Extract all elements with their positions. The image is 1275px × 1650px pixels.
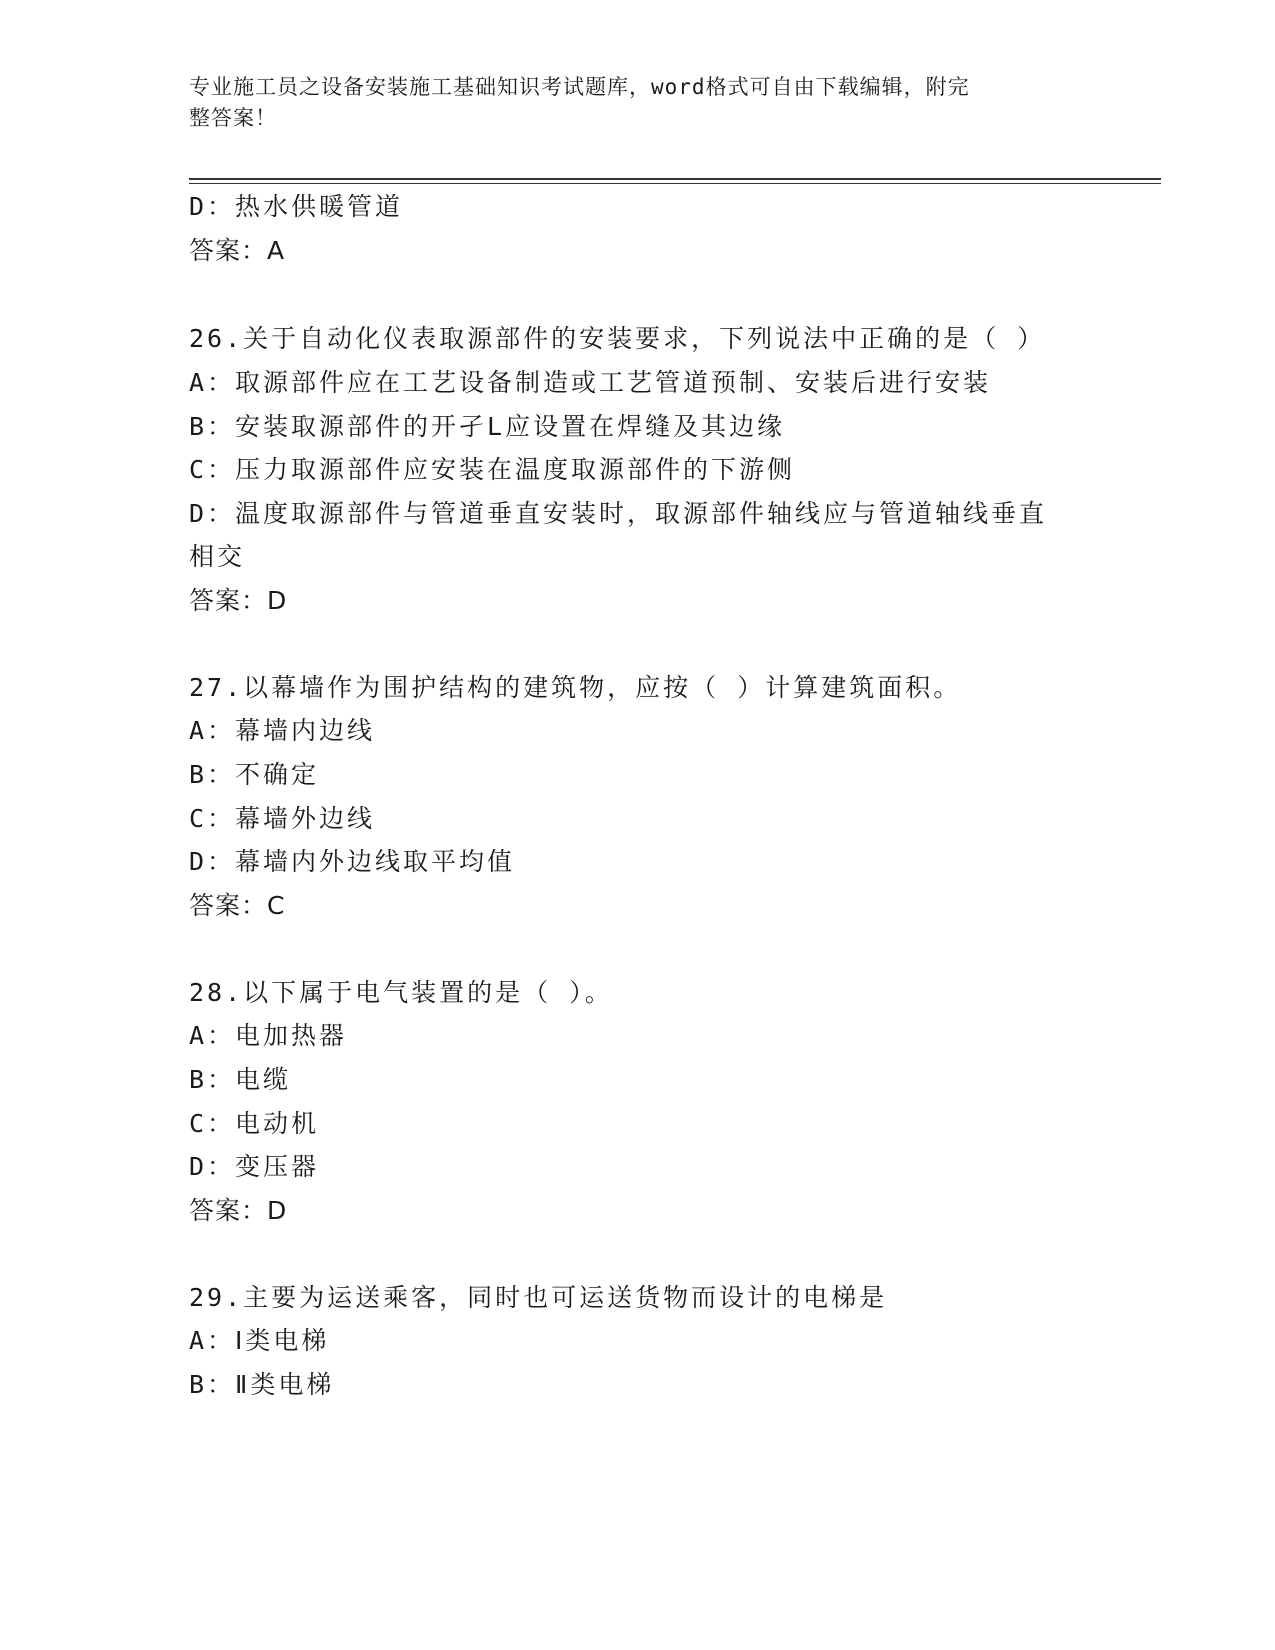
option-a: A：Ⅰ类电梯	[189, 1326, 330, 1355]
option-b: B：安装取源部件的开孑L应设置在焊缝及其边缘	[189, 412, 786, 441]
question-stem: 26.关于自动化仪表取源部件的安装要求，下列说法中正确的是（ ）	[189, 324, 1046, 353]
header-line-1: 专业施工员之设备安装施工基础知识考试题库，word格式可自由下载编辑，附完	[189, 75, 970, 99]
option-b: B：Ⅱ类电梯	[189, 1370, 335, 1399]
option-d-continuation: 相交	[189, 542, 246, 571]
option-c: C：幕墙外边线	[189, 804, 376, 833]
question-stem: 28.以下属于电气装置的是（ ）。	[189, 978, 613, 1007]
question-stem: 27.以幕墙作为围护结构的建筑物，应按（ ）计算建筑面积。	[189, 673, 962, 702]
header-line-2: 整答案！	[189, 106, 277, 130]
header-rule-thick	[189, 178, 1161, 180]
header-rule-thin	[189, 183, 1161, 184]
option-a: A：幕墙内边线	[189, 716, 376, 745]
answer-line: 答案：D	[189, 1196, 288, 1225]
answer-line: 答案：A	[189, 236, 286, 265]
option-d: D：温度取源部件与管道垂直安装时，取源部件轴线应与管道轴线垂直	[189, 499, 1048, 528]
question-stem: 29.主要为运送乘客，同时也可运送货物而设计的电梯是	[189, 1283, 888, 1312]
document-header	[189, 72, 1069, 134]
option-a: A：电加热器	[189, 1021, 348, 1050]
option-d: D：幕墙内外边线取平均值	[189, 847, 516, 876]
answer-line: 答案：D	[189, 586, 288, 615]
option-b: B：电缆	[189, 1065, 292, 1094]
option-a: A：取源部件应在工艺设备制造或工艺管道预制、安装后进行安装	[189, 368, 992, 397]
option-c: C：压力取源部件应安装在温度取源部件的下游侧	[189, 455, 796, 484]
option-d: D：变压器	[189, 1152, 320, 1181]
option-c: C：电动机	[189, 1109, 320, 1138]
option-b: B：不确定	[189, 760, 320, 789]
answer-line: 答案：C	[189, 891, 286, 920]
option-d: D：热水供暖管道	[189, 192, 404, 221]
